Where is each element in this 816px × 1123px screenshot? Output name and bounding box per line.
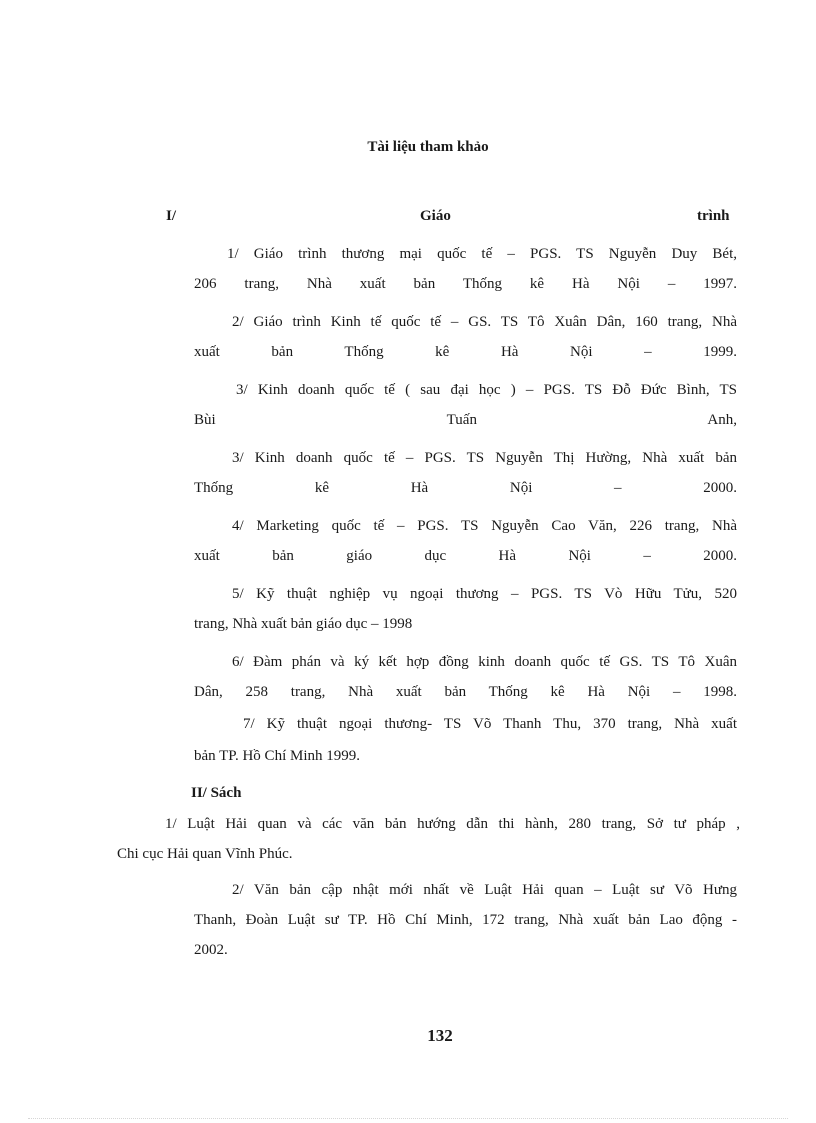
book-item-2-line1: 2/ Văn bản cập nhật mới nhất về Luật Hải quan – Luật sư Võ Hưng	[232, 882, 737, 898]
ref-item-8-line2: bản TP. Hồ Chí Minh 1999.	[194, 748, 360, 764]
ref-item-3-line1: 3/ Kinh doanh quốc tế ( sau đại học ) – PGS. TS Đỗ Đức Bình, TS	[236, 382, 737, 398]
book-item-2-line3: 2002.	[194, 942, 228, 958]
page-title: Tài liệu tham khảo	[367, 139, 489, 155]
section1-heading-num: I/	[166, 208, 177, 224]
book-item-2-line2: Thanh, Đoàn Luật sư TP. Hồ Chí Minh, 172 trang, Nhà xuất bản Lao động -	[194, 912, 737, 928]
ref-item-8-line1: 7/ Kỹ thuật ngoại thương- TS Võ Thanh Thu, 370 trang, Nhà xuất	[243, 716, 737, 732]
ref-item-1-line2: 206 trang, Nhà xuất bản Thống kê Hà Nội – 1997.	[194, 276, 737, 292]
ref-item-7-line2: Dân, 258 trang, Nhà xuất bản Thống kê Hà Nội – 1998.	[194, 684, 737, 700]
ref-item-2-line2: xuất bản Thống kê Hà Nội – 1999.	[194, 344, 737, 360]
section1-heading-word2: trình	[697, 208, 730, 224]
book-item-1-line2: Chi cục Hải quan Vĩnh Phúc.	[117, 846, 293, 862]
book-item-1-line1: 1/ Luật Hải quan và các văn bản hướng dẫn thi hành, 280 trang, Sở tư pháp ,	[165, 816, 740, 832]
bottom-divider	[28, 1118, 788, 1119]
ref-item-1-line1: 1/ Giáo trình thương mại quốc tế – PGS. TS Nguyễn Duy Bét,	[227, 246, 737, 262]
ref-item-7-line1: 6/ Đàm phán và ký kết hợp đồng kinh doanh quốc tế GS. TS Tô Xuân	[232, 654, 737, 670]
ref-item-2-line1: 2/ Giáo trình Kinh tế quốc tế – GS. TS Tô Xuân Dân, 160 trang, Nhà	[232, 314, 737, 330]
ref-item-4-line1: 3/ Kinh doanh quốc tế – PGS. TS Nguyễn Thị Hường, Nhà xuất bản	[232, 450, 737, 466]
ref-item-5-line2: xuất bản giáo dục Hà Nội – 2000.	[194, 548, 737, 564]
page-number: 132	[427, 1026, 453, 1045]
ref-item-5-line1: 4/ Marketing quốc tế – PGS. TS Nguyễn Cao Văn, 226 trang, Nhà	[232, 518, 737, 534]
section2-heading: II/ Sách	[191, 785, 242, 801]
section1-heading-word1: Giáo	[420, 208, 451, 224]
ref-item-3-line2: Bùi Tuấn Anh,	[194, 412, 737, 428]
ref-item-4-line2: Thống kê Hà Nội – 2000.	[194, 480, 737, 496]
ref-item-6-line1: 5/ Kỹ thuật nghiệp vụ ngoại thương – PGS. TS Vò Hữu Tửu, 520	[232, 586, 737, 602]
ref-item-6-line2: trang, Nhà xuất bản giáo dục – 1998	[194, 616, 413, 632]
